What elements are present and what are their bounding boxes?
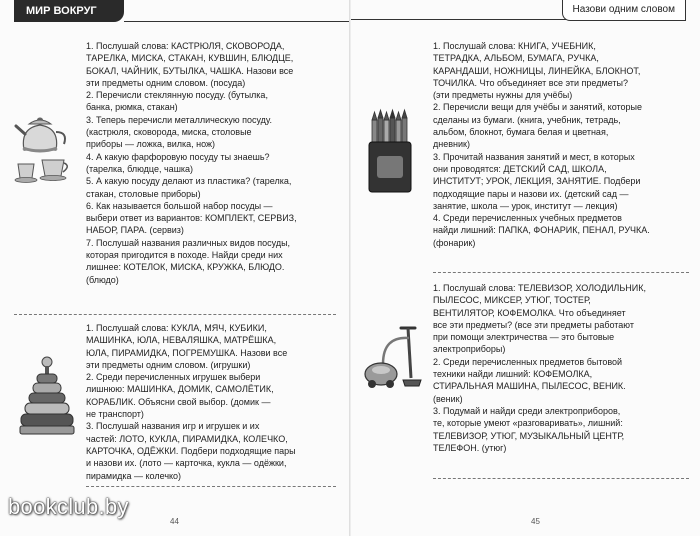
text-line: электроприборы) — [433, 344, 506, 355]
text-line: (эти предметы нужны для учёбы) — [433, 90, 573, 101]
section-divider — [433, 272, 689, 273]
text-line: 5. А какую посуду делают из пластика? (тарелка, — [86, 176, 292, 187]
vacuum-cleaner-icon — [363, 324, 425, 390]
section-divider — [86, 486, 336, 487]
text-line: те, которые умеют «разговаривать», лишний: — [433, 418, 623, 429]
watermark: bookclub.by — [8, 494, 129, 519]
text-line: (кастрюля, сковорода, миска, столовые — [86, 127, 252, 138]
section-divider — [433, 478, 689, 479]
right-header-tab: Назови одним словом — [562, 0, 686, 21]
text-line: 4. А какую фарфоровую посуду ты знаешь? — [86, 151, 270, 162]
text-line: занятие, школа — урок, институт — лекция) — [433, 200, 618, 211]
left-header-rule — [124, 21, 349, 22]
text-line: все эти предметы? (все эти предметы работают — [433, 319, 634, 330]
text-line: лишнюю: МАШИНКА, ДОМИК, САМОЛЁТИК, — [86, 384, 274, 395]
text-line: КАРАНДАШИ, НОЖНИЦЫ, ЛИНЕЙКА, БЛОКНОТ, — [433, 65, 641, 76]
text-line: эти предметы одним словом. (игрушки) — [86, 359, 251, 370]
text-line: НАБОР, ПАРА. (сервиз) — [86, 225, 184, 236]
teapot-icon — [14, 108, 80, 188]
section-divider — [14, 314, 336, 315]
text-line: выбери ответ из вариантов: КОМПЛЕКТ, СЕРВИЗ, — [86, 213, 297, 224]
text-line: 3. Подумай и найди среди электроприборов, — [433, 405, 621, 416]
text-line: приборы — ложка, вилка, нож) — [86, 139, 216, 150]
text-line: при помощи электричества — это бытовые — [433, 332, 615, 343]
pencils-icon — [367, 106, 417, 198]
text-line: КОРАБЛИК. Объясни свой выбор. (домик — — [86, 396, 271, 407]
text-line: 7. Послушай названия различных видов посуды, — [86, 237, 291, 248]
text-line: 3. Послушай названия игр и игрушек и их — [86, 421, 260, 432]
text-line: 3. Прочитай названия занятий и мест, в которых — [433, 151, 635, 162]
text-line: 4. Среди перечисленных учебных предметов — [433, 213, 622, 224]
text-line: (блюдо) — [86, 274, 119, 285]
right-section-appliances — [433, 282, 689, 454]
text-line: ПЫЛЕСОС, МИКСЕР, УТЮГ, ТОСТЕР, — [433, 295, 591, 306]
text-line: 1. Послушай слова: ТЕЛЕВИЗОР, ХОЛОДИЛЬНИК, — [433, 283, 646, 293]
text-line: 1. Послушай слова: КАСТРЮЛЯ, СКОВОРОДА, — [86, 41, 285, 51]
text-line: не транспорт) — [86, 409, 144, 420]
left-page — [0, 0, 349, 536]
text-line: найди лишний: ПАПКА, ФОНАРИК, ПЕНАЛ, РУЧКА. — [433, 225, 650, 236]
text-line: БОКАЛ, ЧАЙНИК, БУТЫЛКА, ЧАШКА. Назови все — [86, 65, 294, 76]
left-section-toys — [86, 322, 336, 482]
text-line: банка, рюмка, стакан) — [86, 102, 178, 113]
text-line: (веник) — [433, 393, 463, 404]
text-line: (тарелка, блюдце, чашка) — [86, 163, 194, 174]
right-page — [351, 0, 700, 536]
text-line: 6. Как называется большой набор посуды — — [86, 200, 273, 211]
text-line: КАРТОЧКА, ОДЁЖКИ. Подбери подходящие пары — [86, 445, 296, 456]
right-section-study — [433, 40, 689, 249]
text-line: МАШИНКА, ЮЛА, НЕВАЛЯШКА, МАТРЁШКА, — [86, 335, 277, 346]
text-line: (фонарик) — [433, 237, 476, 248]
text-line: 2. Перечисли стеклянную посуду. (бутылка, — [86, 90, 268, 101]
text-line: пирамидка — колечко) — [86, 470, 182, 481]
text-line: ТЕЛЕВИЗОР, УТЮГ, МУЗЫКАЛЬНЫЙ ЦЕНТР, — [433, 430, 625, 441]
pyramid-toy-icon — [18, 356, 76, 438]
text-line: они проводятся: ДЕТСКИЙ САД, ШКОЛА, — [433, 163, 607, 174]
text-line: СТИРАЛЬНАЯ МАШИНА, ПЫЛЕСОС, ВЕНИК. — [433, 381, 626, 392]
text-line: ТАРЕЛКА, МИСКА, СТАКАН, КУВШИН, БЛЮДЦЕ, — [86, 53, 294, 64]
text-line: ТЕЛЕФОН. (утюг) — [433, 442, 507, 453]
text-line: 1. Послушай слова: КУКЛА, МЯЧ, КУБИКИ, — [86, 323, 267, 333]
text-line: ТОЧИЛКА. Что объединяет все эти предметы? — [433, 77, 628, 88]
right-header-rule — [351, 19, 569, 20]
page-number: 45 — [531, 517, 540, 526]
text-line: подходящие пары и назови их. (детский сад — — [433, 188, 629, 199]
text-line: сделаны из бумаги. (книга, учебник, тетрадь, — [433, 114, 621, 125]
left-section-dishes — [86, 40, 336, 286]
text-line: которая пригодится в походе. Найди среди них — [86, 250, 283, 261]
text-line: лишнее: КОТЕЛОК, МИСКА, КРУЖКА, БЛЮДО. — [86, 262, 285, 273]
text-line: ВЕНТИЛЯТОР, КОФЕМОЛКА. Что объединяет — [433, 307, 626, 318]
text-line: стакан, столовые приборы) — [86, 188, 201, 199]
text-line: и назови их. (лото — карточка, кукла — одёжки, — [86, 458, 287, 469]
text-line: 3. Теперь перечисли металлическую посуду. — [86, 114, 273, 125]
text-line: частей: ЛОТО, КУКЛА, ПИРАМИДКА, КОЛЕЧКО, — [86, 433, 288, 444]
text-line: дневник) — [433, 139, 470, 150]
text-line: ЮЛА, ПИРАМИДКА, ПОГРЕМУШКА. Назови все — [86, 347, 288, 358]
left-header-tab: МИР ВОКРУГ — [14, 0, 124, 22]
text-line: 2. Перечисли вещи для учёбы и занятий, которые — [433, 102, 643, 113]
text-line: ТЕТРАДКА, АЛЬБОМ, БУМАГА, РУЧКА, — [433, 53, 599, 64]
text-line: эти предметы одним словом. (посуда) — [86, 77, 246, 88]
text-line: 2. Среди перечисленных игрушек выбери — [86, 372, 261, 383]
text-line: 1. Послушай слова: КНИГА, УЧЕБНИК, — [433, 41, 596, 51]
text-line: 2. Среди перечисленных предметов бытовой — [433, 356, 623, 367]
text-line: альбом, блокнот, бумага белая и цветная, — [433, 127, 609, 138]
text-line: ИНСТИТУТ; УРОК, ЛЕКЦИЯ, ЗАНЯТИЕ. Подбери — [433, 176, 641, 187]
text-line: техники найди лишний: КОФЕМОЛКА, — [433, 369, 593, 380]
page-number: 44 — [170, 517, 179, 526]
